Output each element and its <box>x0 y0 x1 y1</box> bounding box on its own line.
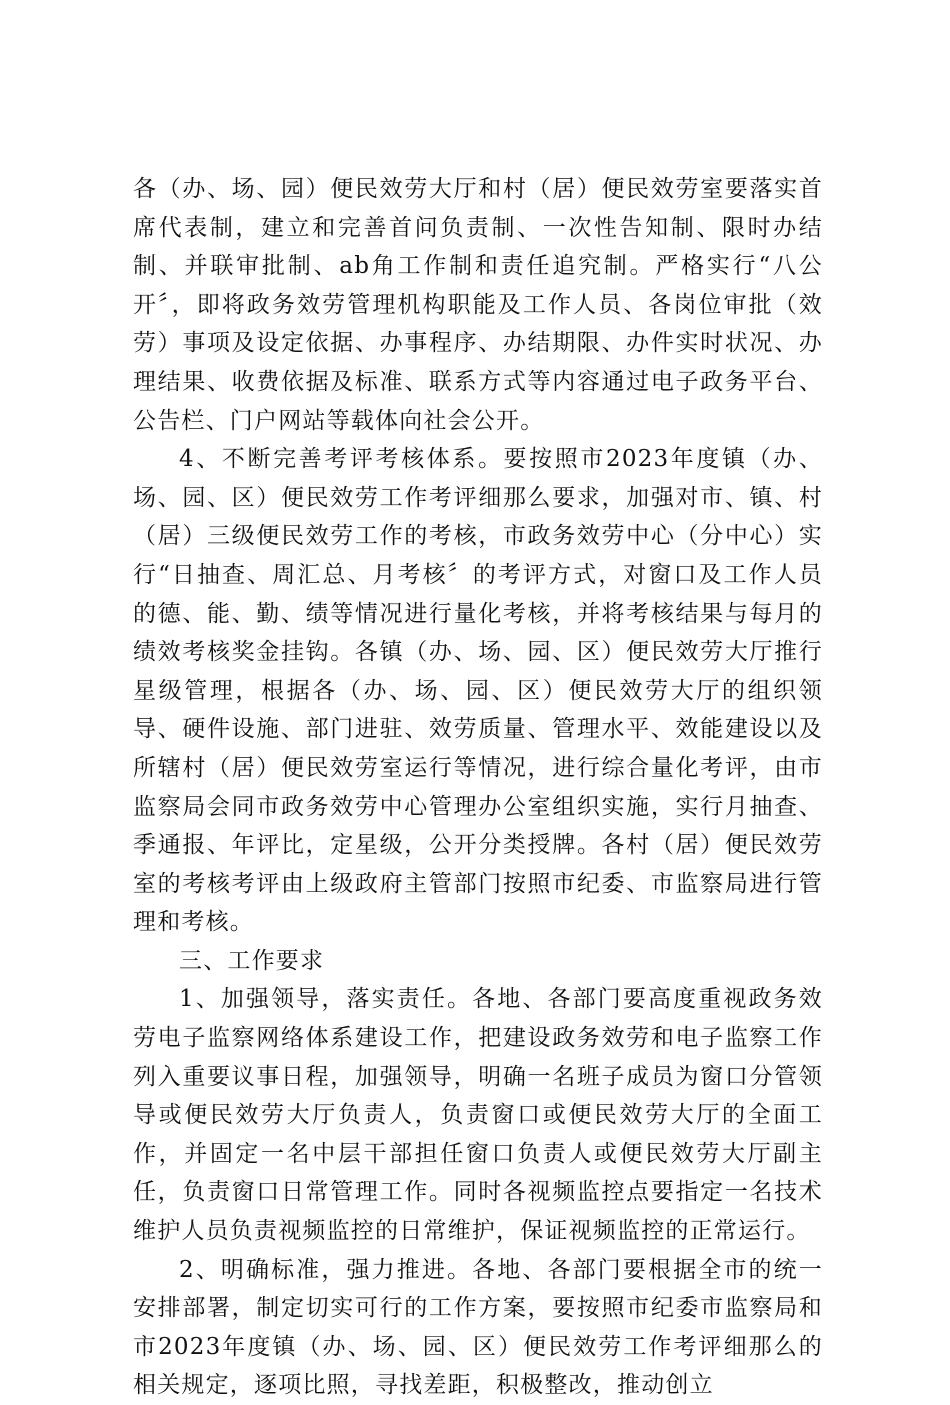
document-body <box>133 170 823 1405</box>
paragraph-clear-standards: 2、明确标准，强力推进。各地、各部门要根据全市的统一安排部署，制定切实可行的工作方案，要按照市纪委市监察局和市2023年度镇（办、场、园、区）便民效劳工作考评细那么的相关规定，逐项比照，寻找差距，积极整改，推动创立 <box>133 1256 823 1399</box>
paragraph-assessment-system: 4、不断完善考评考核体系。要按照市2023年度镇（办、场、园、区）便民效劳工作考评细那么要求，加强对市、镇、村（居）三级便民效劳工作的考核，市政务效劳中心（分中心）实行“日抽查、周汇总、月考核〞的考评方式，对窗口及工作人员的德、能、勤、绩等情况进行量化考核，并将考核结果与每月的绩效考核奖金挂钩。各镇（办、场、园、区）便民效劳大厅推行星级管理，根据各（办、场、园、区）便民效劳大厅的组织领导、硬件设施、部门进驻、效劳质量、管理水平、效能建设以及所辖村（居）便民效劳室运行等情况，进行综合量化考评，由市监察局会同市政务效劳中心管理办公室组织实施，实行月抽查、季通报、年评比，定星级，公开分类授牌。各村（居）便民效劳室的考核考评由上级政府主管部门按照市纪委、市监察局进行管理和考核。 <box>133 446 823 936</box>
section-heading-work-requirements: 三、工作要求 <box>179 947 325 974</box>
paragraph-service-hall-rules: 各（办、场、园）便民效劳大厅和村（居）便民效劳室要落实首席代表制，建立和完善首问负责制、一次性告知制、限时办结制、并联审批制、ab角工作制和责任追究制。严格实行“八公开〞，即将政务效劳管理机构职能及工作人员、各岗位审批（效劳）事项及设定依据、办事程序、办结期限、办件实时状况、办理结果、收费依据及标准、联系方式等内容通过电子政务平台、公告栏、门户网站等载体向社会公开。 <box>133 176 823 434</box>
paragraph-strengthen-leadership: 1、加强领导，落实责任。各地、各部门要高度重视政务效劳电子监察网络体系建设工作，把建设政务效劳和电子监察工作列入重要议事日程，加强领导，明确一名班子成员为窗口分管领导或便民效劳大厅负责人，负责窗口或便民效劳大厅的全面工作，并固定一名中层干部担任窗口负责人或便民效劳大厅副主任，负责窗口日常管理工作。同时各视频监控点要指定一名技术维护人员负责视频监控的日常维护，保证视频监控的正常运行。 <box>133 986 823 1245</box>
